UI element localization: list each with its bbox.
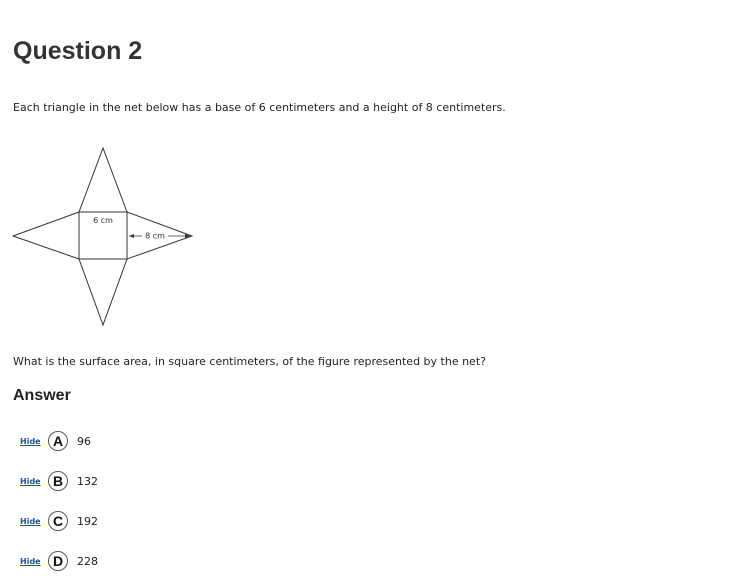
choice-b-value: 132 <box>77 474 98 488</box>
height-label: 8 cm <box>145 231 165 241</box>
hide-choice-c-link[interactable]: Hide <box>20 516 41 526</box>
choice-c-letter-button[interactable]: C <box>48 511 68 531</box>
base-label: 6 cm <box>93 216 113 225</box>
choice-d-value: 228 <box>77 554 98 568</box>
choice-a-value: 96 <box>77 434 91 448</box>
choice-b-letter-button[interactable]: B <box>48 471 68 491</box>
question-text: What is the surface area, in square centimeters, of the figure represented by the net? <box>13 355 486 368</box>
question-title: Question 2 <box>13 37 143 65</box>
choice-b <box>20 470 98 492</box>
choice-a <box>20 430 91 452</box>
net-triangle-left <box>13 212 79 259</box>
choice-a-letter-button[interactable]: A <box>48 431 68 451</box>
height-arrow-left <box>129 234 134 238</box>
choice-d-letter-button[interactable]: D <box>48 551 68 571</box>
choice-d <box>20 550 98 572</box>
choice-c-value: 192 <box>77 514 98 528</box>
choice-c <box>20 510 98 532</box>
hide-choice-d-link[interactable]: Hide <box>20 556 41 566</box>
question-prompt: Each triangle in the net below has a base of 6 centimeters and a height of 8 centimeters. <box>13 101 506 114</box>
net-triangle-top <box>79 148 127 212</box>
hide-choice-b-link[interactable]: Hide <box>20 476 41 486</box>
answer-heading: Answer <box>13 387 71 404</box>
net-triangle-bottom <box>79 259 127 325</box>
pyramid-net-figure <box>8 142 198 332</box>
hide-choice-a-link[interactable]: Hide <box>20 436 41 446</box>
